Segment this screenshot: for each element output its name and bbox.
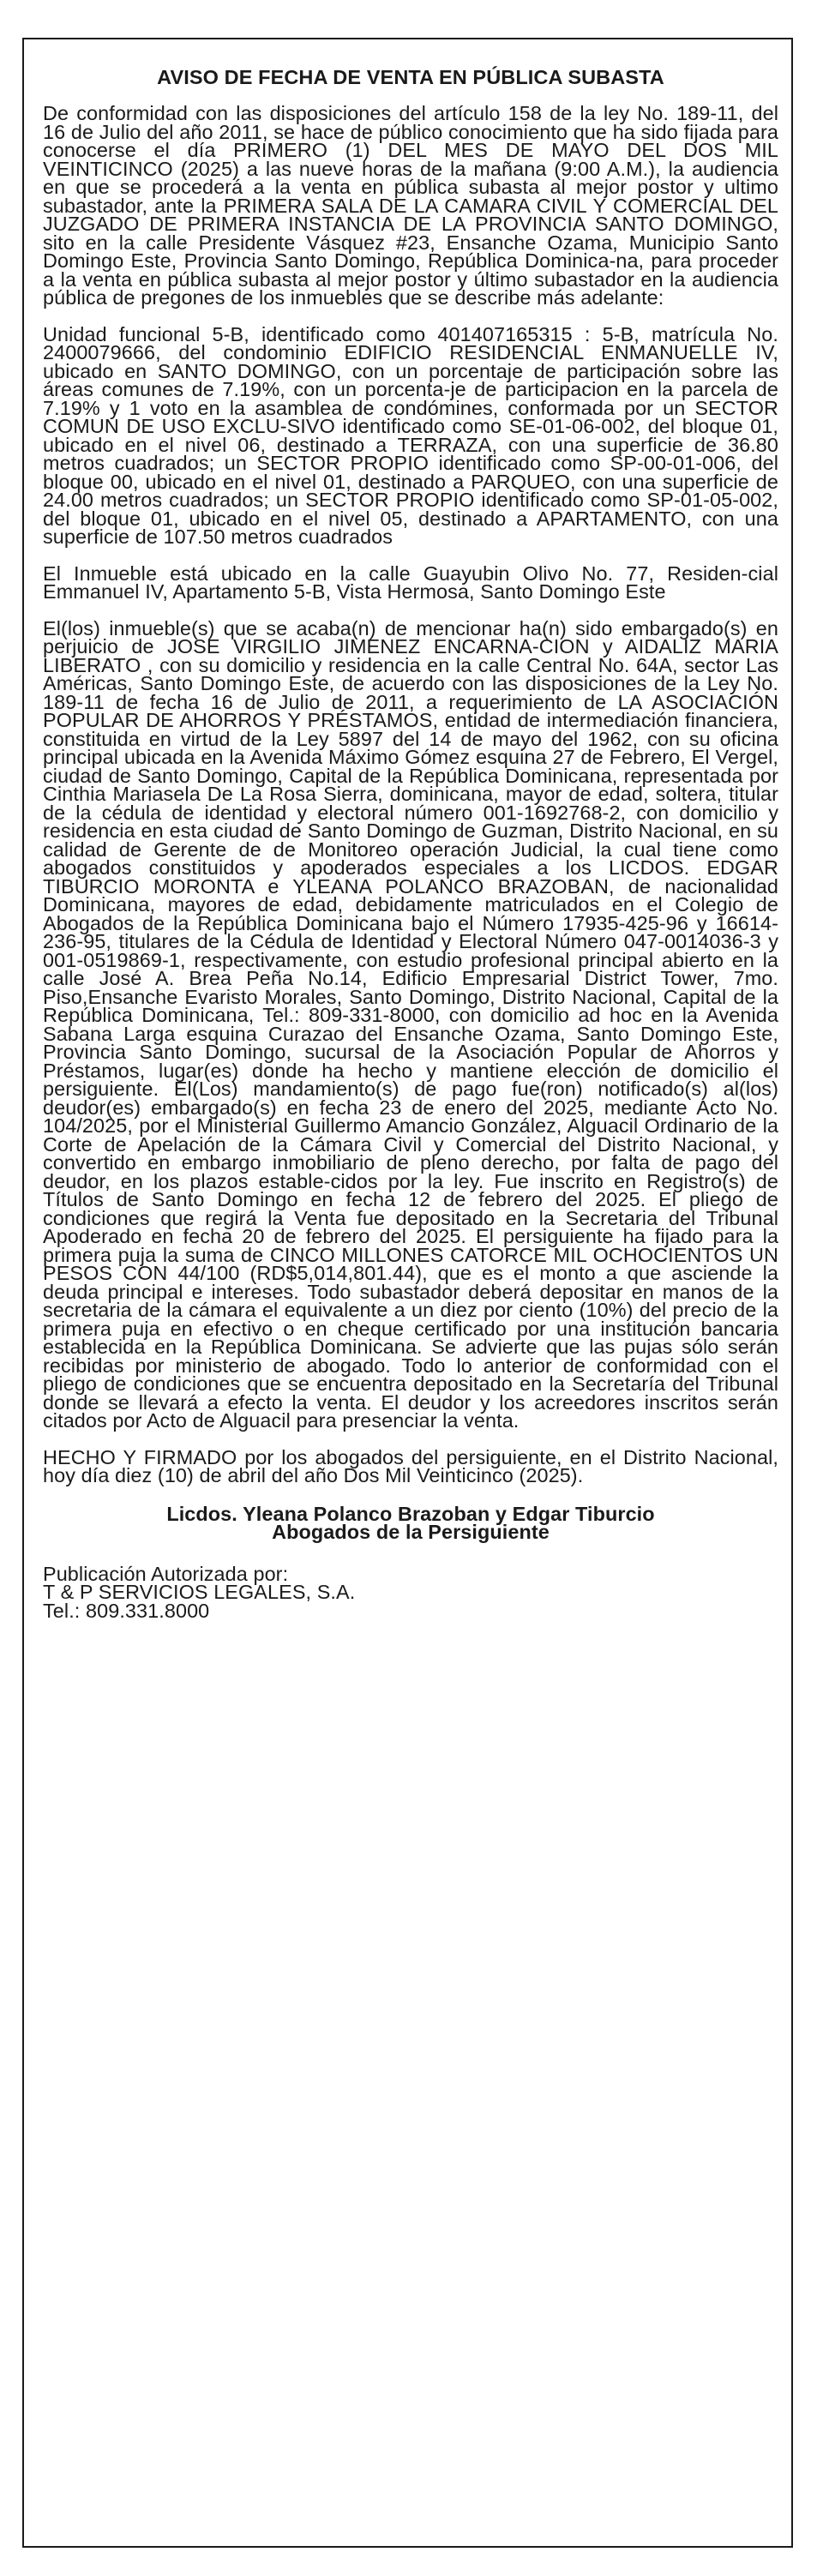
signature-names: Licdos. Yleana Polanco Brazoban y Edgar Tiburcio [166, 1502, 655, 1525]
signature-role: Abogados de la Persiguiente [272, 1521, 550, 1543]
paragraph-property-description: Unidad funcional 5-B, identificado como 401407165315 : 5-B, matrícula No. 2400079666, del condominio EDIFICIO RESIDENCIAL ENMANUELLE IV, ubicado en SANTO DOMINGO, con un porcentaje de participación sobre las áreas comunes de 7.19%, con un porcenta-je de participacion en la parcela de 7.19% y 1 voto en la asamblea de condómines, conformada por un SECTOR COMUN DE USO EXCLU-SIVO identificado como SE-01-06-002, del bloque 01, ubicado en el nivel 06, destinado a TERRAZA, con una superficie de 36.80 metros cuadrados; un SECTOR PROPIO identificado como SP-00-01-006, del bloque 00, ubicado en el nivel 01, destinado a PARQUEO, con una superficie de 24.00 metros cuadrados; un SECTOR PROPIO identificado como SP-01-05-002, del bloque 01, ubicado en el nivel 05, destinado a APARTAMENTO, con una superficie de 107.50 metros cuadrados [43, 322, 778, 548]
paragraph-seizure-details: El(los) inmueble(s) que se acaba(n) de mencionar ha(n) sido embargado(s) en perjuicio de JOSE VIRGILIO JIMENEZ ENCARNA-CION y AIDALIZ MARIA LIBERATO , con su domicilio y residencia en la calle Central No. 64A, sector Las Américas, Santo Domingo Este, de acuerdo con las disposiciones de la Ley No. 189-11 de fecha 16 de Julio de 2011, a requerimiento de LA ASOCIACIÓN POPULAR DE AHORROS Y PRÉSTAMOS, entidad de intermediación financiera, constituida en virtud de la Ley 5897 del 14 de mayo del 1962, con su oficina principal ubicada en la Avenida Máximo Gómez esquina 27 de Febrero, El Vergel, ciudad de Santo Domingo, Capital de la República Dominicana, representada por Cinthia Mariasela De La Rosa Sierra, dominicana, mayor de edad, soltera, titular de la cédula de identidad y electoral número 001-1692768-2, con domicilio y residencia en esta ciudad de Santo Domingo de Guzman, Distrito Nacional, en su calidad de Gerente de de Monitoreo operación Judicial, la cual tiene como abogados constituidos y apoderados especiales a los LICDOS. EDGAR TIBURCIO MORONTA e YLEANA POLANCO BRAZOBAN, de nacionalidad Dominicana, mayores de edad, debidamente matriculados en el Colegio de Abogados de la República Dominicana bajo el Número 17935-425-96 y 16614-236-95, titulares de la Cédula de Identidad y Electoral Número 047-0014036-3 y 001-0519869-1, respectivamente, con estudio profesional principal abierto en la calle José A. Brea Peña No.14, Edificio Empresarial District Tower, 7mo. Piso,Ensanche Evaristo Morales, Santo Domingo, Distrito Nacional, Capital de la República Dominicana, Tel.: 809-331-8000, con domicilio ad hoc en la Avenida Sabana Larga esquina Curazao del Ensanche Ozama, Santo Domingo Este, Provincia Santo Domingo, sucursal de la Asociación Popular de Ahorros y Préstamos, lugar(es) donde ha hecho y mantiene elección de domicilio el persiguiente. El(Los) mandamiento(s) de pago fue(ron) notificado(s) al(los) deudor(es) embargado(s) en fecha 23 de enero del 2025, mediante Acto No. 104/2025, por el Ministerial Guillermo Amancio González, Alguacil Ordinario de la Corte de Apelación de la Cámara Civil y Comercial del Distrito Nacional, y convertido en embargo inmobiliario de pleno derecho, por falta de pago del deudor, en los plazos estable-cidos por la ley. Fue inscrito en Registro(s) de Títulos de Santo Domingo en fecha 12 de febrero del 2025. El pliego de condiciones que regirá la Venta fue depositado en la Secretaria del Tribunal Apoderado en fecha 20 de febrero del 2025. El persiguiente ha fijado para la primera puja la suma de CINCO MILLONES CATORCE MIL OCHOCIENTOS UN PESOS CON 44/100 (RD$5,014,801.44), que es el monto a que asciende la deuda principal e intereses. Todo subastador deberá depositar en manos de la secretaria de la cámara el equivalente a un diez por ciento (10%) del precio de la primera puja en efectivo o en cheque certificado por una institución bancaria establecida en la República Dominicana. Se advierte que las pujas sólo serán recibidas por ministerio de abogado. Todo lo anterior de conformidad con el pliego de condiciones que se encuentra depositado en la Secretaría del Tribunal donde se llevará a efecto la venta. El deudor y los acreedores inscritos serán citados por Acto de Alguacil para presenciar la venta. [43, 616, 778, 1432]
signature-block [43, 1502, 778, 1543]
notice-title: AVISO DE FECHA DE VENTA EN PÚBLICA SUBASTA [157, 66, 664, 88]
publication-footer [43, 1562, 778, 1622]
paragraph-introduction: De conformidad con las disposiciones del artículo 158 de la ley No. 189-11, del 16 de Julio del año 2011, se hace de público conocimiento que ha sido fijada para conocerse el día PRIMERO (1) DEL MES DE MAYO DEL DOS MIL VEINTICINCO (2025) a las nueve horas de la mañana (9:00 A.M.), la audiencia en que se procederá a la venta en pública subasta al mejor postor y ultimo subastador, ante la PRIMERA SALA DE LA CAMARA CIVIL Y COMERCIAL DEL JUZGADO DE PRIMERA INSTANCIA DE LA PROVINCIA SANTO DOMINGO, sito en la calle Presidente Vásquez #23, Ensanche Ozama, Municipio Santo Domingo Este, Provincia Santo Domingo, República Dominica-na, para proceder a la venta en pública subasta al mejor postor y último subastador en la audiencia pública de pregones de los inmuebles que se describe más adelante: [43, 102, 778, 309]
notice-content [43, 65, 778, 1620]
paragraph-signed: HECHO Y FIRMADO por los abogados del persiguiente, en el Distrito Nacional, hoy día diez (10) de abril del año Dos Mil Veinticinco (2025). [43, 1445, 778, 1486]
paragraph-property-location: El Inmueble está ubicado en la calle Guayubin Olivo No. 77, Residen-cial Emmanuel IV, Apartamento 5-B, Vista Hermosa, Santo Domingo Este [43, 561, 778, 603]
footer-authorized-by: Publicación Autorizada por: [43, 1562, 289, 1585]
footer-company: T & P SERVICIOS LEGALES, S.A. [43, 1581, 356, 1603]
footer-phone: Tel.: 809.331.8000 [43, 1599, 210, 1622]
